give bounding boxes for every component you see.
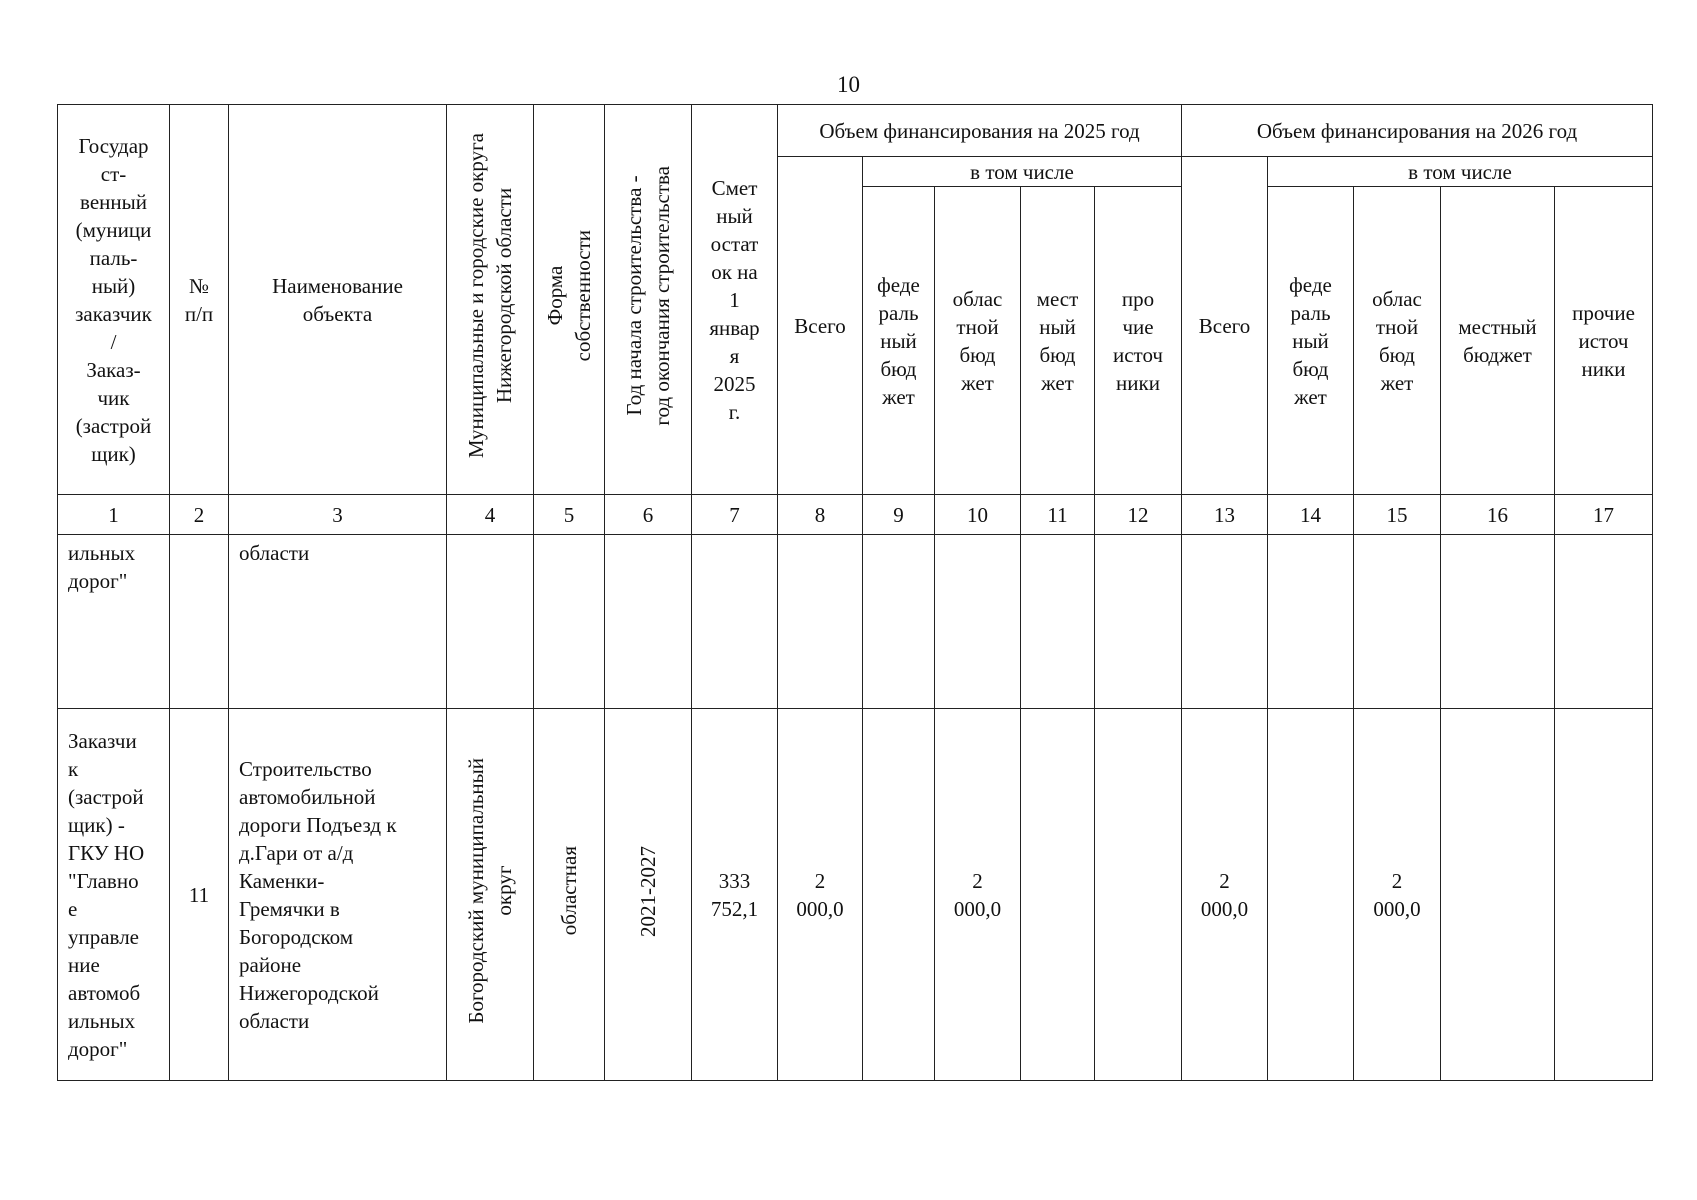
col-number: 10 — [935, 495, 1021, 535]
row-district-cell — [447, 709, 534, 1081]
col-number: 2 — [170, 495, 229, 535]
header-including-2026: в том числе — [1268, 157, 1653, 187]
col-number: 5 — [534, 495, 605, 535]
column-numbers-row — [58, 495, 1653, 535]
header-total-2026: Всего — [1182, 157, 1268, 495]
col-number: 13 — [1182, 495, 1268, 535]
empty-cell — [1021, 535, 1095, 709]
header-local-2026: местный бюджет — [1441, 187, 1555, 495]
col-number: 7 — [692, 495, 778, 535]
header-no: № п/п — [170, 105, 229, 495]
header-fin-2025: Объем финансирования на 2025 год — [778, 105, 1182, 157]
header-other-2026: прочие источ ники — [1555, 187, 1653, 495]
col-number: 4 — [447, 495, 534, 535]
header-ownership: Форма собственности — [543, 230, 595, 362]
header-federal-2025: феде раль ный бюд жет — [863, 187, 935, 495]
empty-cell — [1441, 535, 1555, 709]
row-estimate: 333 752,1 — [692, 709, 778, 1081]
row-regional-2026: 2 000,0 — [1354, 709, 1441, 1081]
header-years: Год начала строительства - год окончания строительства — [622, 166, 674, 426]
empty-cell — [447, 535, 534, 709]
empty-cell — [534, 535, 605, 709]
header-customer: Государ ст- венный (муници паль- ный) заказчик / Заказ- чик (застрой щик) — [58, 105, 170, 495]
col-number: 16 — [1441, 495, 1555, 535]
col-number: 11 — [1021, 495, 1095, 535]
row-years-cell — [605, 709, 692, 1081]
continuation-customer: ильных дорог" — [58, 535, 170, 709]
page-number: 10 — [837, 72, 860, 97]
header-regional-2025: облас тной бюд жет — [935, 187, 1021, 495]
row-object-name: Строительство автомобильной дороги Подъезд к д.Гари от а/д Каменки- Гремячки в Богородском районе Нижегородской области — [229, 709, 447, 1081]
header-ownership-cell — [534, 105, 605, 495]
row-other-2025 — [1095, 709, 1182, 1081]
row-ownership: областная — [557, 846, 581, 936]
col-number: 9 — [863, 495, 935, 535]
empty-cell — [1268, 535, 1354, 709]
row-federal-2025 — [863, 709, 935, 1081]
empty-cell — [692, 535, 778, 709]
col-number: 17 — [1555, 495, 1653, 535]
continuation-object-name: области — [229, 535, 447, 709]
header-districts: Муниципальные и городские округа Нижегородской области — [464, 133, 516, 459]
header-local-2025: мест ный бюд жет — [1021, 187, 1095, 495]
financing-table — [57, 104, 1653, 1081]
header-row-1 — [58, 105, 1653, 157]
row-federal-2026 — [1268, 709, 1354, 1081]
row-total-2026: 2 000,0 — [1182, 709, 1268, 1081]
empty-cell — [170, 535, 229, 709]
empty-cell — [1555, 535, 1653, 709]
header-estimate: Смет ный остат ок на 1 январ я 2025 г. — [692, 105, 778, 495]
empty-cell — [605, 535, 692, 709]
row-total-2025: 2 000,0 — [778, 709, 863, 1081]
empty-cell — [1095, 535, 1182, 709]
empty-cell — [1354, 535, 1441, 709]
row-years: 2021-2027 — [636, 845, 660, 937]
row-other-2026 — [1555, 709, 1653, 1081]
row-customer: Заказчи к (застрой щик) - ГКУ НО "Главно е управле ние автомоб ильных дорог" — [58, 709, 170, 1081]
header-including-2025: в том числе — [863, 157, 1182, 187]
header-federal-2026: феде раль ный бюд жет — [1268, 187, 1354, 495]
row-no: 11 — [170, 709, 229, 1081]
col-number: 8 — [778, 495, 863, 535]
header-total-2025: Всего — [778, 157, 863, 495]
col-number: 6 — [605, 495, 692, 535]
header-years-cell — [605, 105, 692, 495]
row-local-2026 — [1441, 709, 1555, 1081]
row-district: Богородский муниципальный округ — [464, 758, 516, 1024]
header-fin-2026: Объем финансирования на 2026 год — [1182, 105, 1653, 157]
row-ownership-cell — [534, 709, 605, 1081]
header-object-name: Наименование объекта — [229, 105, 447, 495]
empty-cell — [1182, 535, 1268, 709]
row-local-2025 — [1021, 709, 1095, 1081]
col-number: 14 — [1268, 495, 1354, 535]
header-other-2025: про чие источ ники — [1095, 187, 1182, 495]
col-number: 12 — [1095, 495, 1182, 535]
row-regional-2025: 2 000,0 — [935, 709, 1021, 1081]
col-number: 15 — [1354, 495, 1441, 535]
empty-cell — [778, 535, 863, 709]
col-number: 3 — [229, 495, 447, 535]
empty-cell — [863, 535, 935, 709]
col-number: 1 — [58, 495, 170, 535]
empty-cell — [935, 535, 1021, 709]
header-districts-cell — [447, 105, 534, 495]
header-regional-2026: облас тной бюд жет — [1354, 187, 1441, 495]
table-row — [58, 709, 1653, 1081]
continuation-row — [58, 535, 1653, 709]
